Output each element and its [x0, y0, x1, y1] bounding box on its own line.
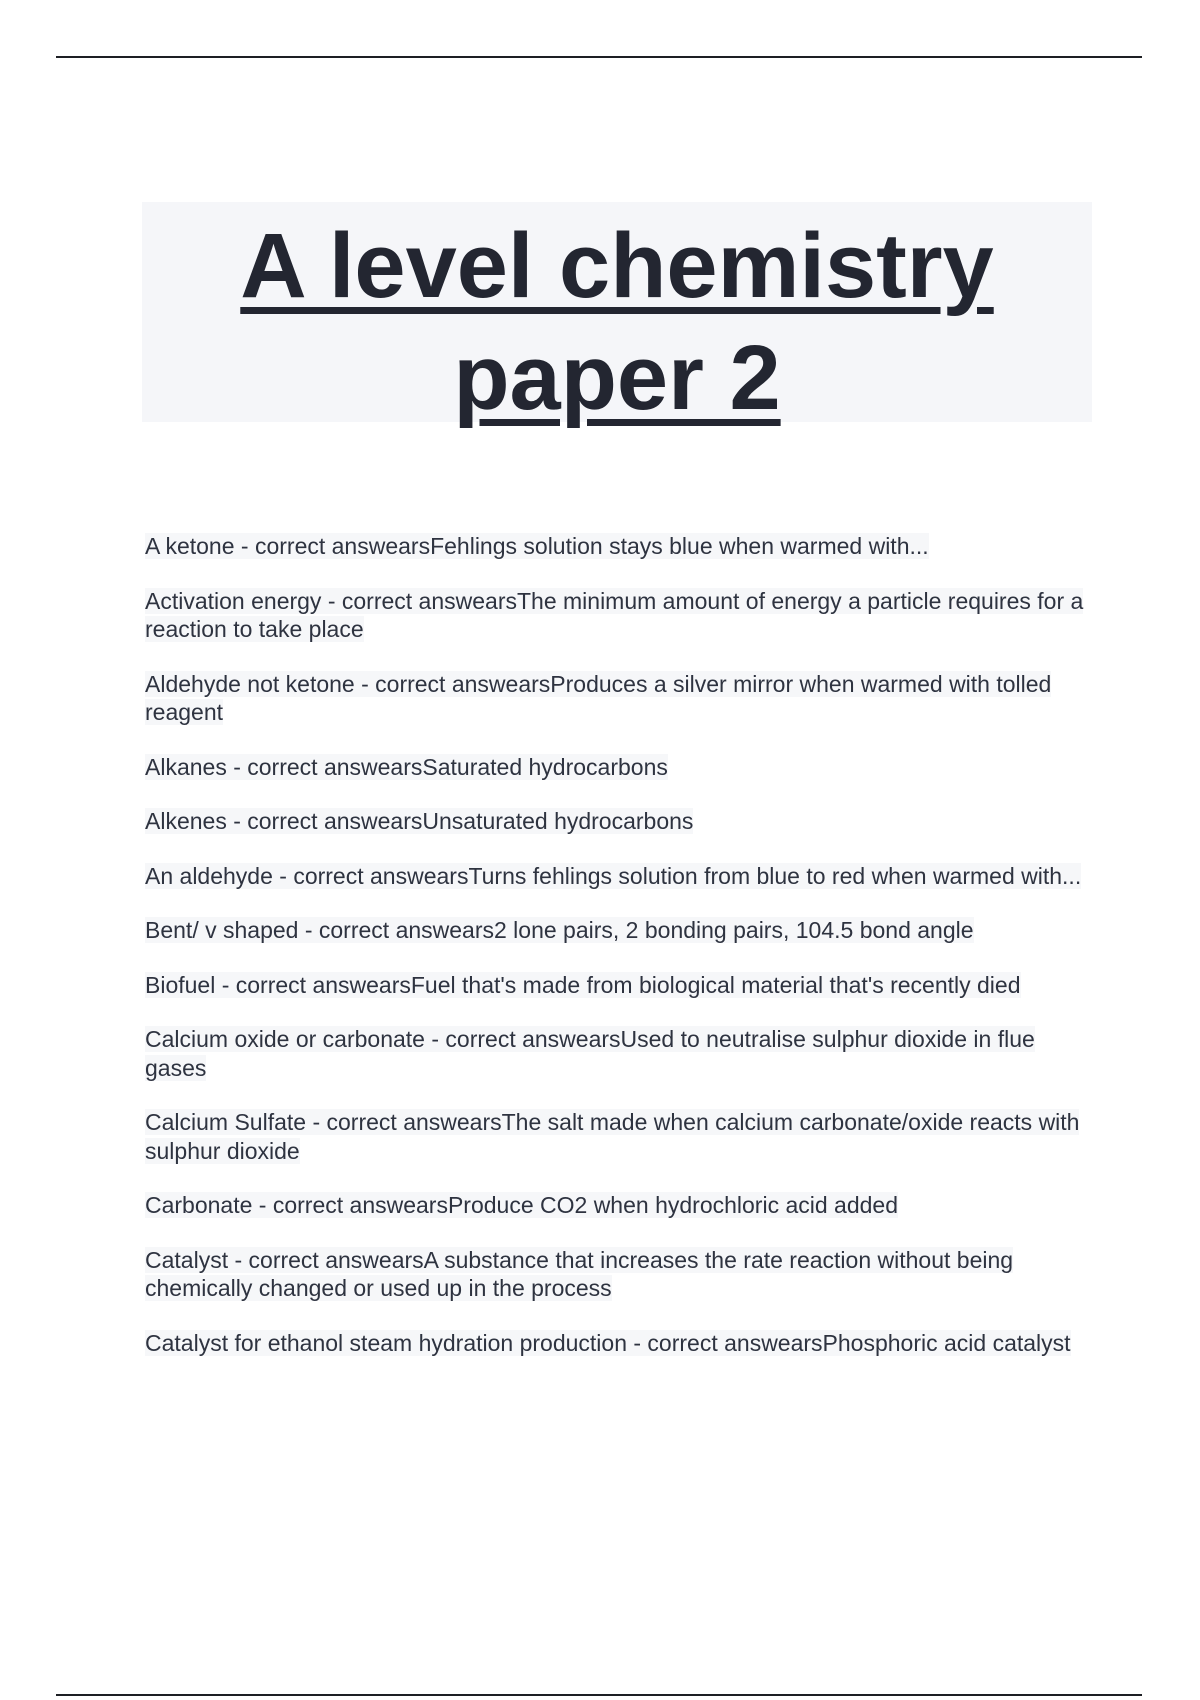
- flashcard-entry: [145, 807, 1085, 836]
- header-rule: [56, 56, 1142, 58]
- title-banner: [142, 202, 1092, 429]
- flashcard-text: Aldehyde not ketone - correct answearsProduces a silver mirror when warmed with tolled reagent: [145, 670, 1052, 725]
- flashcard-entry: [145, 587, 1085, 644]
- flashcard-list: [145, 532, 1085, 1383]
- flashcard-text: Bent/ v shaped - correct answears2 lone pairs, 2 bonding pairs, 104.5 bond angle: [145, 917, 974, 943]
- flashcard-entry: [145, 862, 1085, 891]
- flashcard-entry: [145, 971, 1085, 1000]
- flashcard-text: Catalyst - correct answearsA substance that increases the rate reaction without being chemically changed or used up in the process: [145, 1246, 1014, 1301]
- flashcard-text: Calcium Sulfate - correct answearsThe salt made when calcium carbonate/oxide reacts with sulphur dioxide: [145, 1109, 1080, 1164]
- flashcard-entry: [145, 753, 1085, 782]
- flashcard-text: Activation energy - correct answearsThe minimum amount of energy a particle requires for a reaction to take place: [145, 587, 1084, 642]
- page-title: A level chemistry paper 2: [240, 215, 994, 429]
- flashcard-entry: [145, 1246, 1085, 1303]
- flashcard-entry: [145, 1191, 1085, 1220]
- flashcard-entry: [145, 1329, 1085, 1358]
- flashcard-text: Biofuel - correct answearsFuel that's made from biological material that's recently died: [145, 971, 1021, 998]
- footer-rule: [56, 1694, 1142, 1696]
- flashcard-text: A ketone - correct answearsFehlings solution stays blue when warmed with...: [145, 533, 929, 559]
- flashcard-entry: [145, 670, 1085, 727]
- flashcard-text: Calcium oxide or carbonate - correct answearsUsed to neutralise sulphur dioxide in flue gases: [145, 1026, 1035, 1081]
- flashcard-text: Alkenes - correct answearsUnsaturated hydrocarbons: [145, 808, 694, 834]
- flashcard-entry: [145, 916, 1085, 945]
- flashcard-text: An aldehyde - correct answearsTurns fehlings solution from blue to red when warmed with...: [145, 862, 1082, 889]
- flashcard-text: Carbonate - correct answearsProduce CO2 when hydrochloric acid added: [145, 1192, 899, 1218]
- flashcard-entry: [145, 1108, 1085, 1165]
- flashcard-entry: [145, 532, 1085, 561]
- flashcard-text: Catalyst for ethanol steam hydration production - correct answearsPhosphoric acid catalyst: [145, 1329, 1071, 1356]
- flashcard-text: Alkanes - correct answearsSaturated hydrocarbons: [145, 753, 668, 780]
- flashcard-entry: [145, 1025, 1085, 1082]
